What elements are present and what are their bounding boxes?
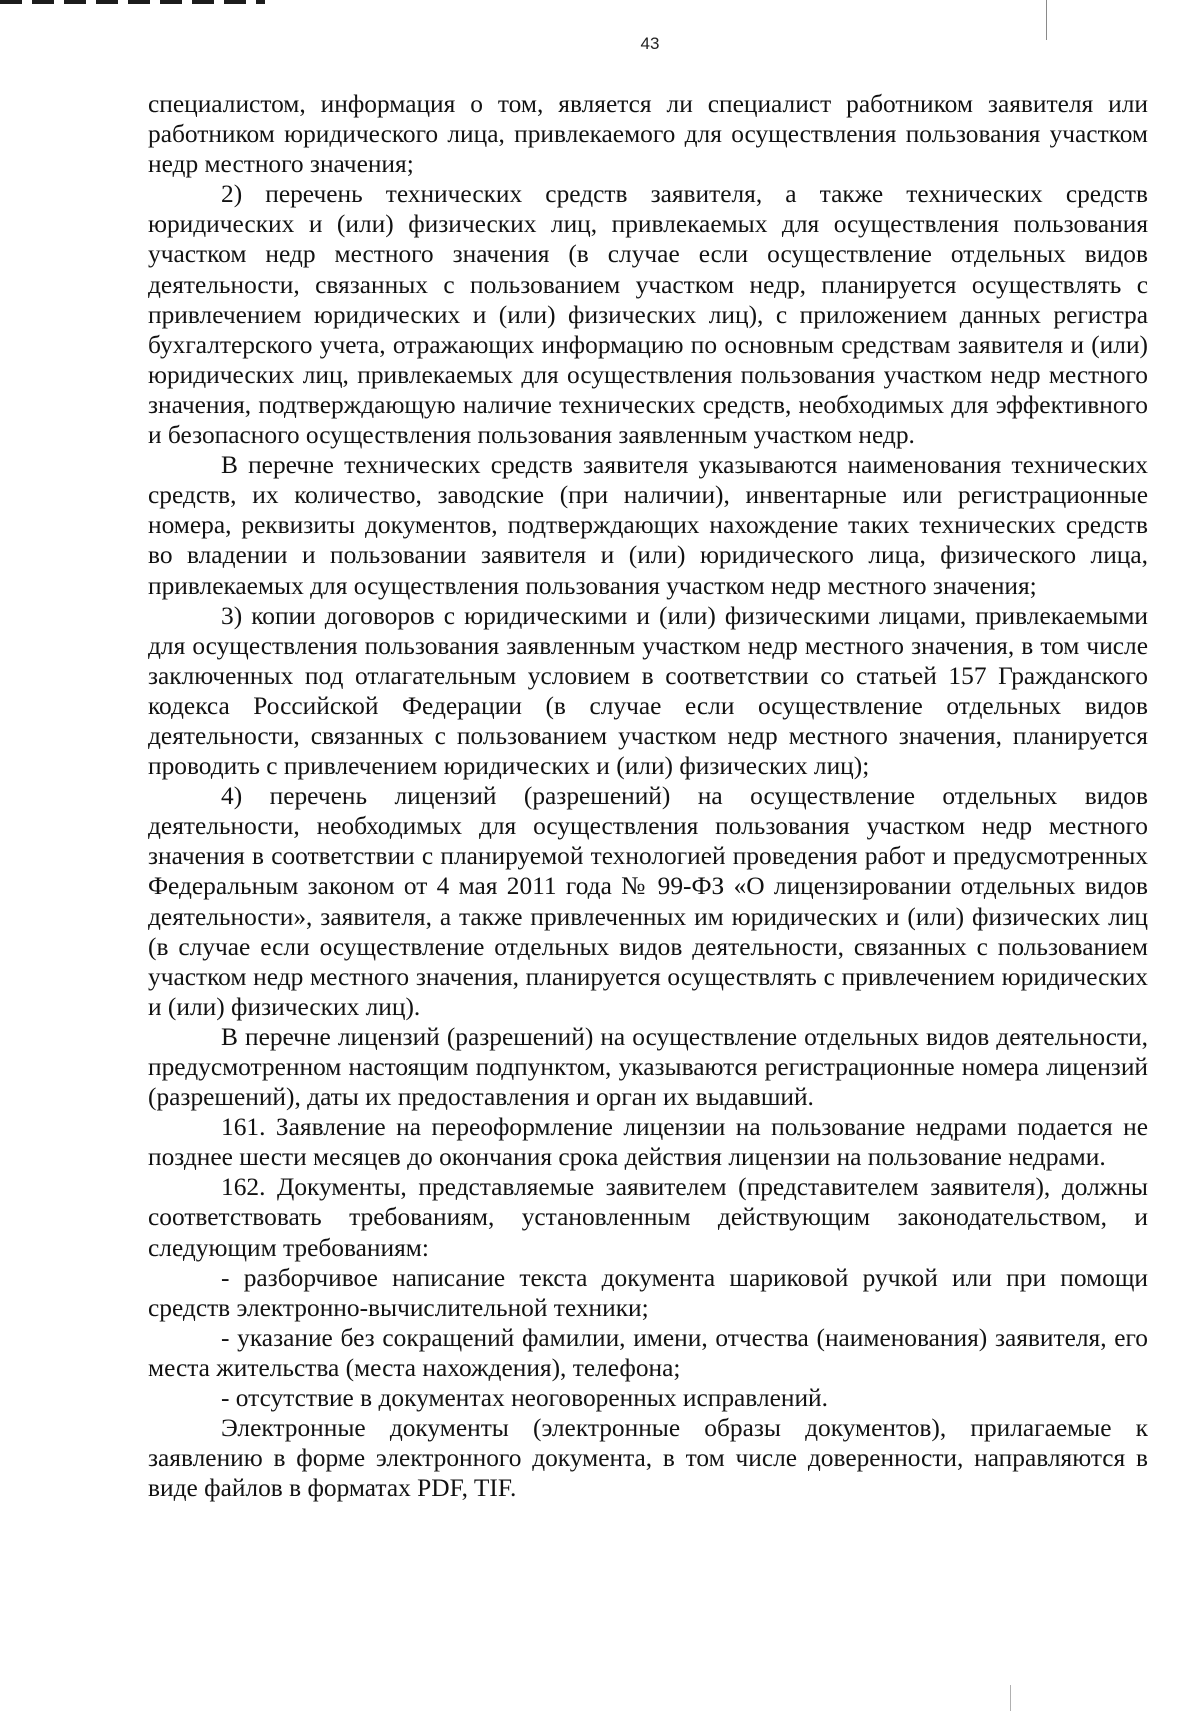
document-body [148,89,1148,1503]
requirement-no-corrections: - отсутствие в документах неоговоренных исправлений. [221,1384,828,1413]
paragraph-electronic-documents: Электронные документы (электронные образы документов), прилагаемые к заявлению в форме электронного документа, в том числе доверенности, направляются в виде файлов в форматах PDF, TIF. [148,1414,1148,1503]
paragraph-162: 162. Документы, представляемые заявителем (представителем заявителя), должны соответствовать требованиям, установленным действующим законодательством, и следующим требованиям: [148,1173,1148,1262]
paragraph-item-3: 3) копии договоров с юридическими и (или) физическими лицами, привлекаемыми для осуществления пользования заявленным участком недр местного значения, в том числе заключенных под отлагательным условием в соответствии со статьей 157 Гражданского кодекса Российской Федерации (в случае если осуществление отдельных видов деятельности, связанных с пользованием участком недр местного значения, планируется проводить с привлечением юридических и (или) физических лиц); [148,601,1148,781]
paragraph-item-4: 4) перечень лицензий (разрешений) на осуществление отдельных видов деятельности, необходимых для осуществления пользования участком недр местного значения в соответствии с планируемой технологией проведения работ и предусмотренных Федеральным законом от 4 мая 2011 года № 99-ФЗ «О лицензировании отдельных видов деятельности», заявителя, а также привлеченных им юридических и (или) физических лиц (в случае если осуществление отдельных видов деятельности, связанных с пользованием участком недр местного значения, планируется осуществлять с привлечением юридических и (или) физических лиц). [148,782,1148,1021]
requirement-full-name: - указание без сокращений фамилии, имени, отчества (наименования) заявителя, его места жительства (места нахождения), телефона; [148,1323,1148,1382]
paragraph-continuation: специалистом, информация о том, является ли специалист работником заявителя или работником юридического лица, привлекаемого для осуществления пользования участком недр местного значения; [148,90,1148,179]
requirement-legible-writing: - разборчивое написание текста документа шариковой ручкой или при помощи средств электронно-вычислительной техники; [148,1263,1148,1322]
paragraph-item-2: 2) перечень технических средств заявителя, а также технических средств юридических и (или) физических лиц, привлекаемых для осуществления пользования участком недр местного значения (в случае если осуществление отдельных видов деятельности, связанных с пользованием участком недр, планируется осуществлять с привлечением юридических и (или) физических лиц), с приложением данных регистра бухгалтерского учета, отражающих информацию по основным средствам заявителя и (или) юридических лиц, привлекаемых для осуществления пользования участком недр местного значения, подтверждающую наличие технических средств, необходимых для эффективного и безопасного осуществления пользования заявленным участком недр. [148,180,1148,450]
page-number: 43 [640,34,660,53]
scan-edge-mark [0,0,265,4]
paragraph-licenses-list: В перечне лицензий (разрешений) на осуществление отдельных видов деятельности, предусмотренном настоящим подпунктом, указываются регистрационные номера лицензий (разрешений), даты их предоставления и орган их выдавший. [148,1022,1148,1112]
paragraph-161: 161. Заявление на переоформление лицензии на пользование недрами подается не позднее шести месяцев до окончания срока действия лицензии на пользование недрами. [148,1113,1148,1172]
scan-artifact [1010,1685,1011,1711]
paragraph-technical-means-list: В перечне технических средств заявителя указываются наименования технических средств, их количество, заводские (при наличии), инвентарные или регистрационные номера, реквизиты документов, подтверждающих нахождение таких технических средств во владении и пользовании заявителя и (или) юридического лица, физического лица, привлекаемых для осуществления пользования участком недр местного значения; [148,451,1148,600]
